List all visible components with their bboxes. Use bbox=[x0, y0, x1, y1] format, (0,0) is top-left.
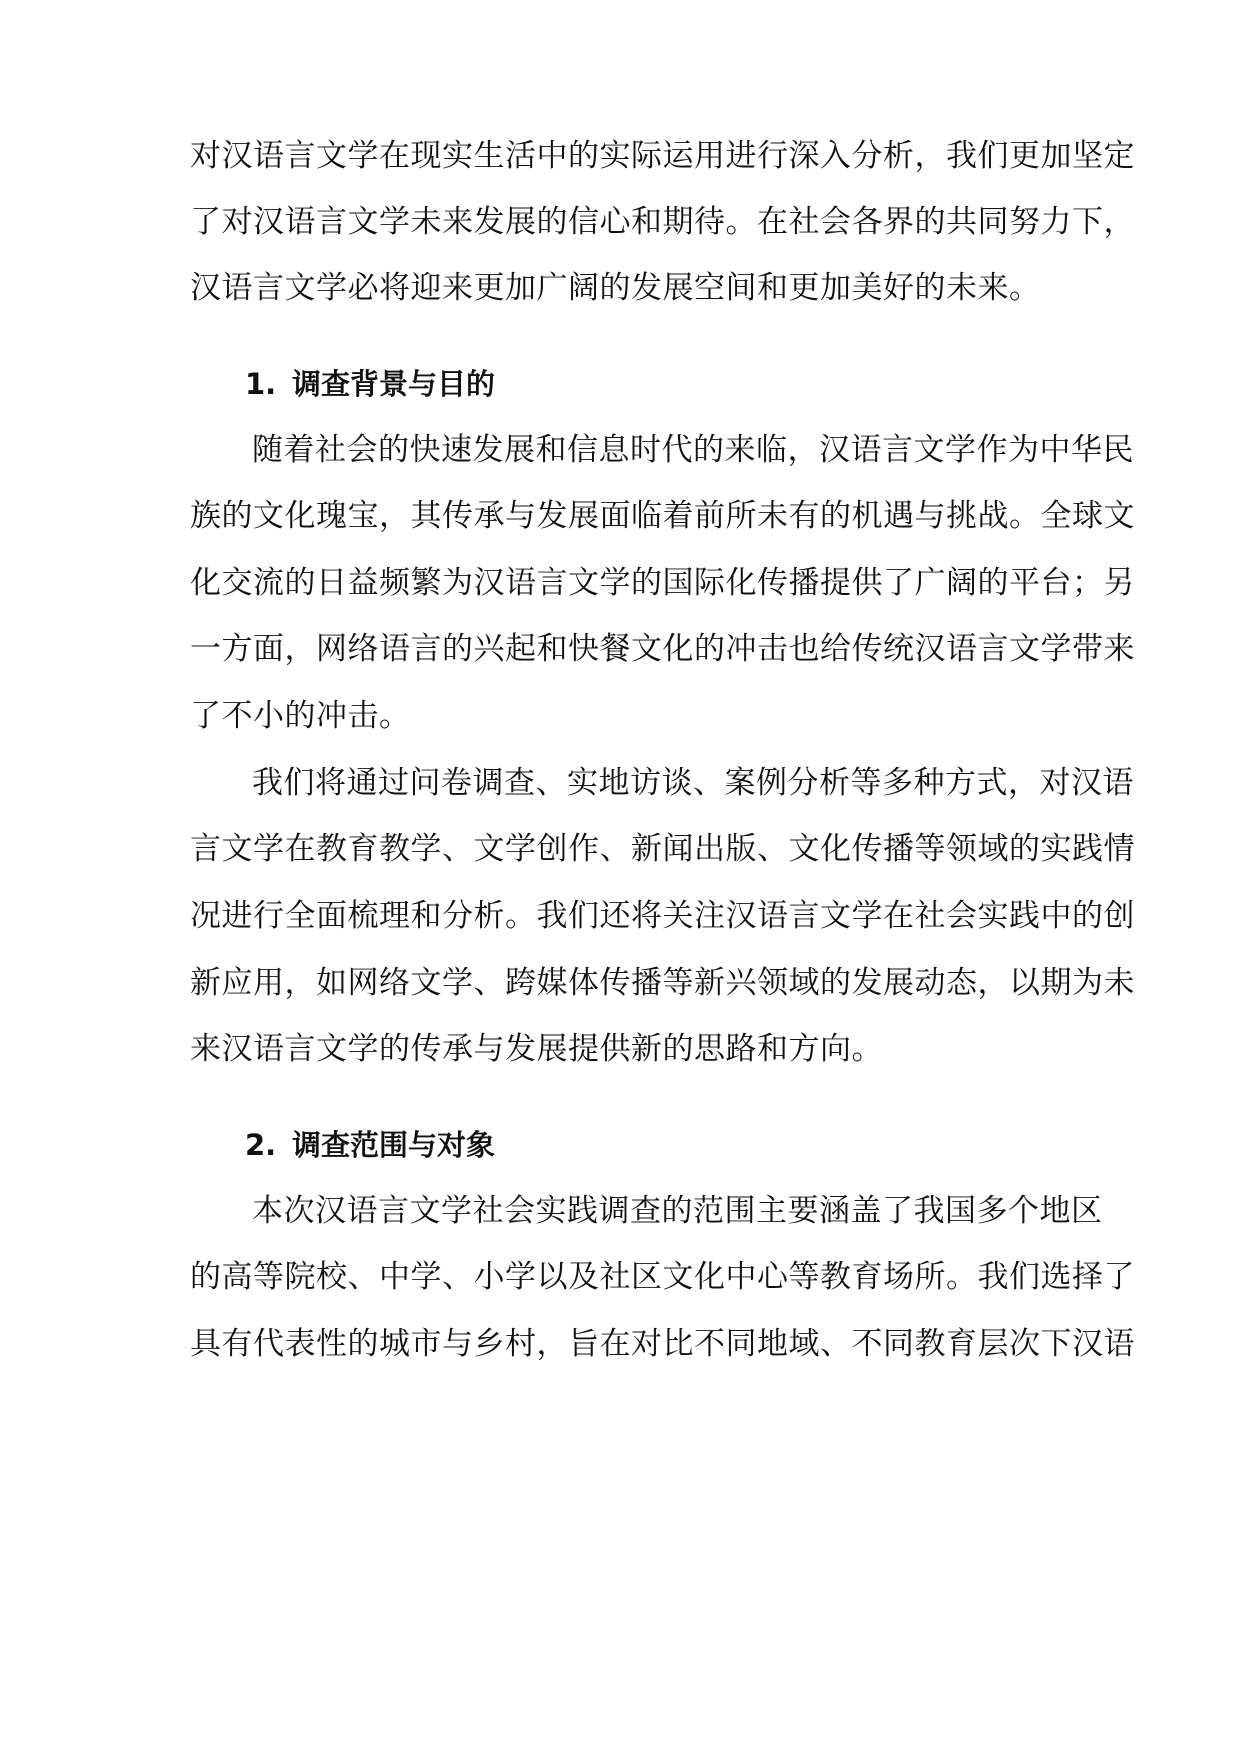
section-1-heading bbox=[245, 364, 495, 404]
s1-p2-line-2: 言文学在教育教学、文学创作、新闻出版、文化传播等领域的实践情 bbox=[190, 831, 1135, 867]
section-2-number: 2. bbox=[245, 1128, 277, 1162]
s1-p2-line-4: 新应用，如网络文学、跨媒体传播等新兴领域的发展动态，以期为未 bbox=[190, 965, 1135, 1001]
intro-line-1: 对汉语言文学在现实生活中的实际运用进行深入分析，我们更加坚定 bbox=[190, 138, 1135, 174]
s1-p1-line-5: 了不小的冲击。 bbox=[190, 698, 411, 734]
s2-p1-line-3: 具有代表性的城市与乡村，旨在对比不同地域、不同教育层次下汉语 bbox=[190, 1326, 1135, 1362]
section-2-title: 调查范围与对象 bbox=[292, 1128, 496, 1162]
s1-p1-line-1: 随着社会的快速发展和信息时代的来临，汉语言文学作为中华民 bbox=[252, 432, 1134, 468]
s1-p2-line-1: 我们将通过问卷调查、实地访谈、案例分析等多种方式，对汉语 bbox=[252, 765, 1134, 801]
s2-p1-line-1: 本次汉语言文学社会实践调查的范围主要涵盖了我国多个地区 bbox=[252, 1193, 1103, 1229]
s1-p2-line-5: 来汉语言文学的传承与发展提供新的思路和方向。 bbox=[190, 1031, 883, 1067]
section-1-number: 1. bbox=[245, 367, 277, 401]
s1-p1-line-3: 化交流的日益频繁为汉语言文学的国际化传播提供了广阔的平台；另 bbox=[190, 565, 1135, 601]
section-1-title: 调查背景与目的 bbox=[292, 367, 496, 401]
s1-p1-line-4: 一方面，网络语言的兴起和快餐文化的冲击也给传统汉语言文学带来 bbox=[190, 631, 1135, 667]
s1-p2-line-3: 况进行全面梳理和分析。我们还将关注汉语言文学在社会实践中的创 bbox=[190, 898, 1135, 934]
section-2-heading bbox=[245, 1125, 495, 1165]
s2-p1-line-2: 的高等院校、中学、小学以及社区文化中心等教育场所。我们选择了 bbox=[190, 1259, 1135, 1295]
s1-p1-line-2: 族的文化瑰宝，其传承与发展面临着前所未有的机遇与挑战。全球文 bbox=[190, 498, 1135, 534]
intro-line-2: 了对汉语言文学未来发展的信心和期待。在社会各界的共同努力下， bbox=[190, 204, 1135, 240]
intro-line-3: 汉语言文学必将迎来更加广阔的发展空间和更加美好的未来。 bbox=[190, 270, 1041, 306]
